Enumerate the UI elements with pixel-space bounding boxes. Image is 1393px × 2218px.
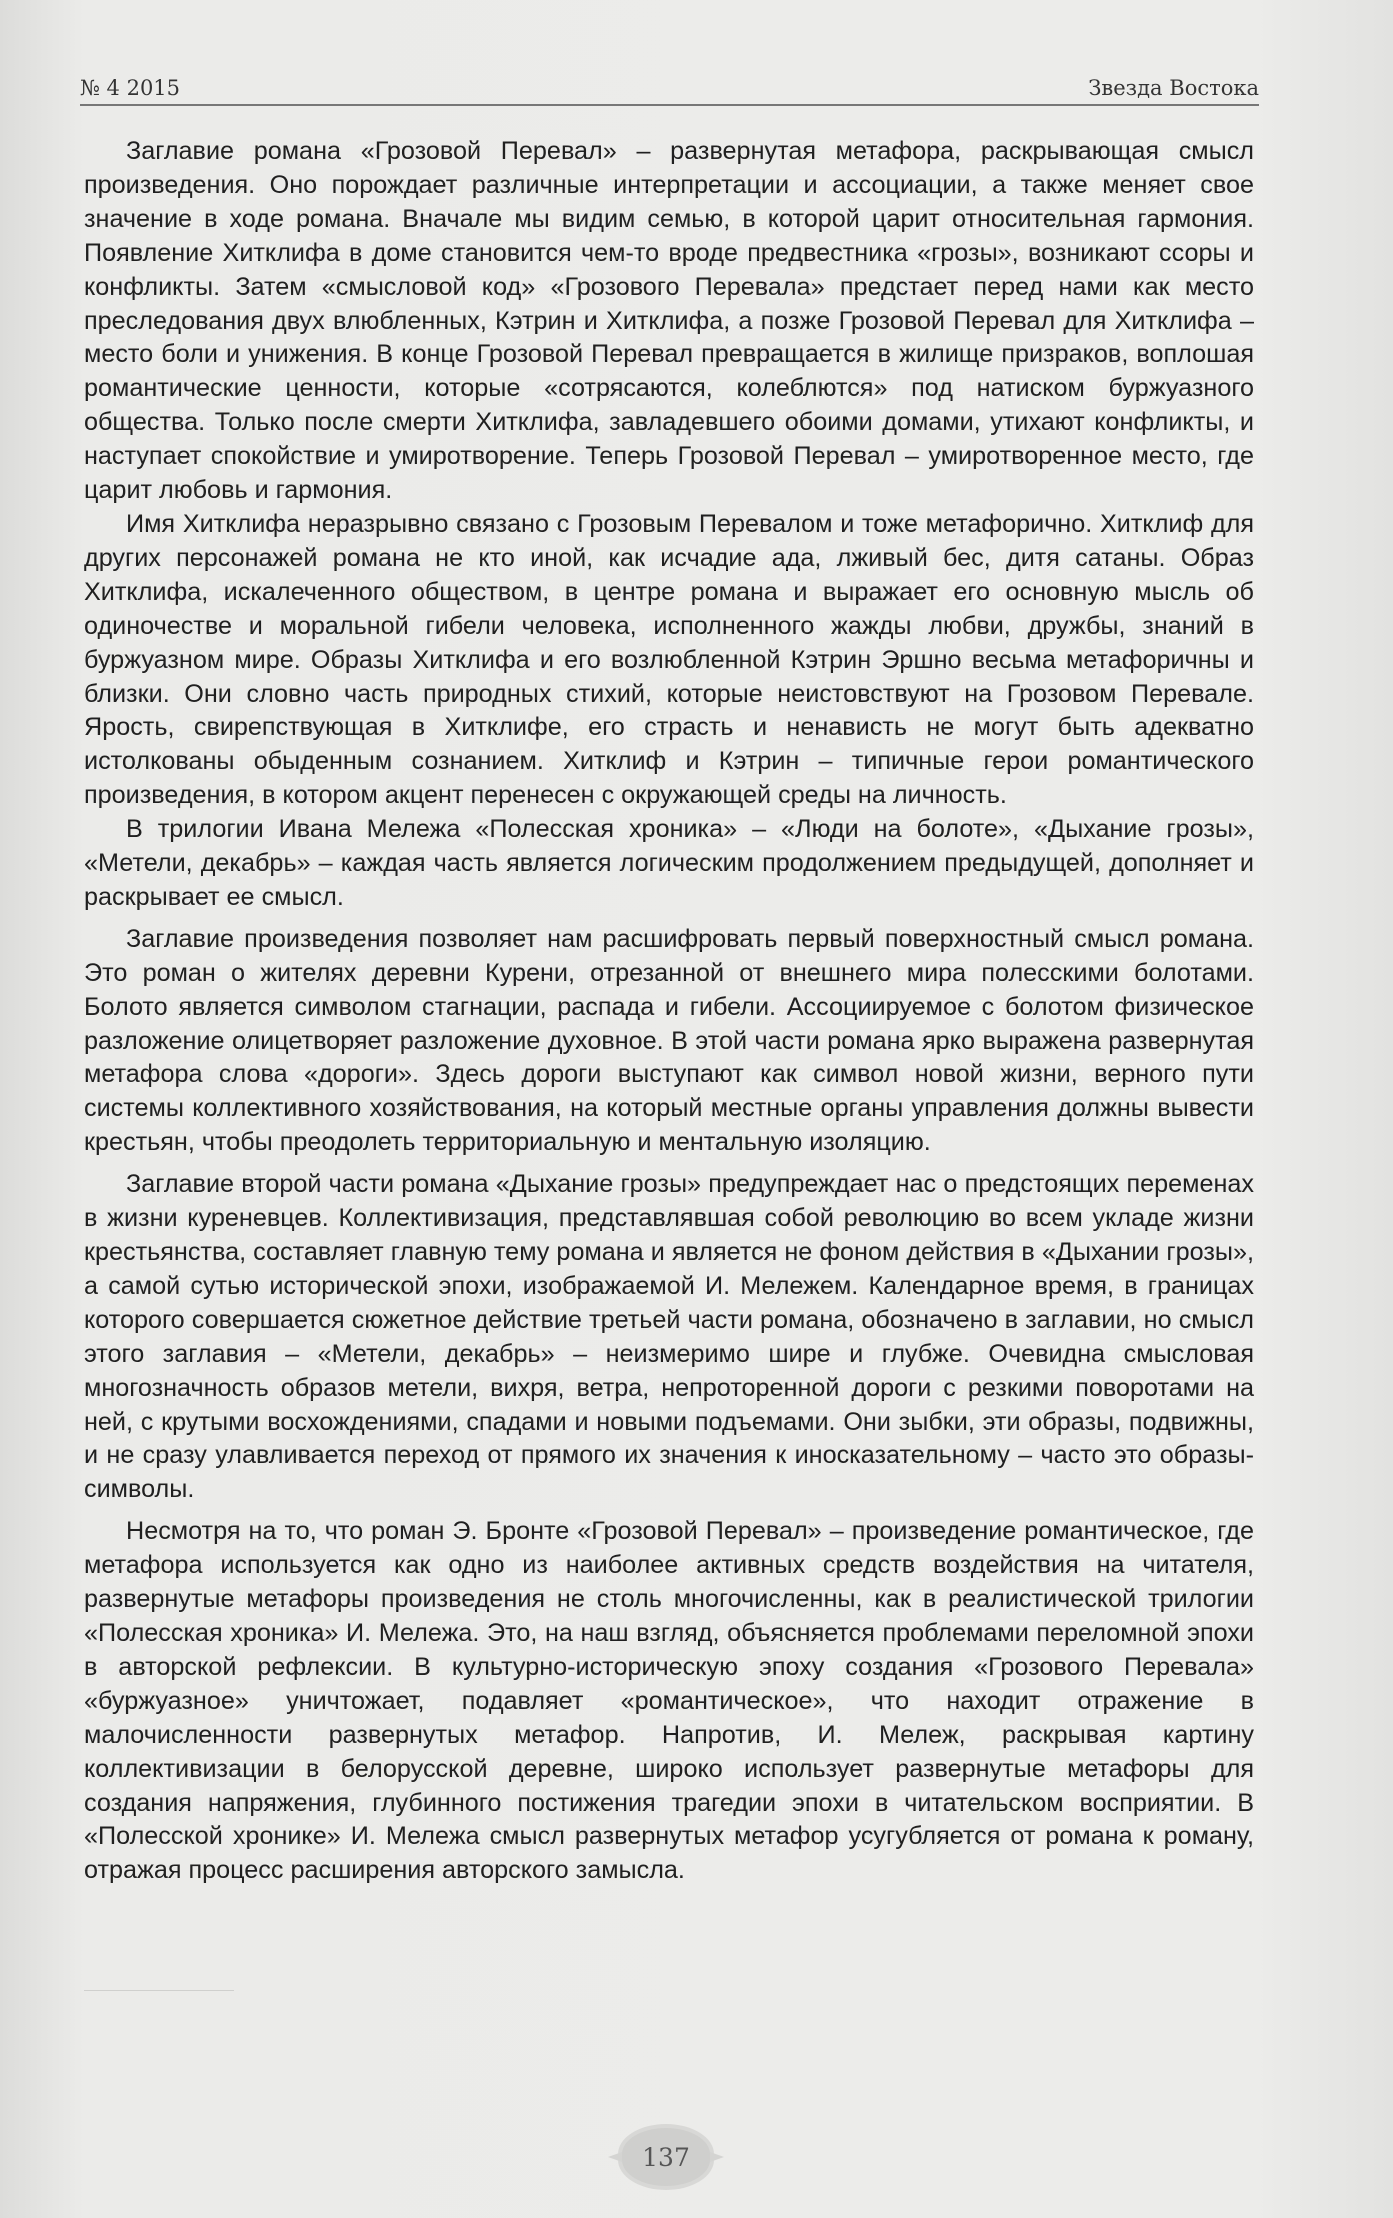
footnote-divider: [84, 1990, 234, 1991]
page-number: 137: [622, 2128, 710, 2186]
paragraph: В трилогии Ивана Мележа «Полесская хроника» – «Люди на болоте», «Дыхание грозы», «Метели, декабрь» – каждая часть является логическим продолжением предыдущей, дополняет и раскрывает ее смысл.: [84, 815, 1254, 911]
journal-title: Звезда Востока: [1088, 76, 1259, 100]
paragraph: Несмотря на то, что роман Э. Бронте «Грозовой Перевал» – произведение романтическое, где метафора используется как одно из наиболее активных средств воздействия на читателя, развернутые метафоры произведения не столь многочисленны, как в реалистической трилогии «Полесская хроника» И. Мележа. Это, на наш взгляд, объясняется проблемами переломной эпохи в авторской рефлексии. В культурно-историческую эпоху создания «Грозового Перевала» «буржуазное» уничтожает, подавляет «романтическое», что находит отражение в малочисленности развернутых метафор. Напротив, И. Мележ, раскрывая картину коллективизации в белорусской деревне, широко использует развернутые метафоры для создания напряжения, глубинного постижения трагедии эпохи в читательском восприятии. В «Полесской хронике» И. Мележа смысл развернутых метафор усугубляется от романа к роману, отражая процесс расширения авторского замысла.: [84, 1517, 1254, 1885]
paragraph: Заглавие романа «Грозовой Перевал» – развернутая метафора, раскрывающая смысл произведения. Оно порождает различные интерпретации и ассоциации, а также меняет свое значение в ходе романа. Вначале мы видим семью, в которой царит относительная гармония. Появление Хитклифа в доме становится чем-то вроде предвестника «грозы», возникают ссоры и конфликты. Затем «смысловой код» «Грозового Перевала» предстает перед нами как место преследования двух влюбленных, Кэтрин и Хитклифа, а позже Грозовой Перевал для Хитклифа – место боли и унижения. В конце Грозовой Перевал превращается в жилище призраков, воплошая романтические ценности, которые «сотрясаются, колеблются» под натиском буржуазного общества. Только после смерти Хитклифа, завладевшего обоими домами, утихают конфликты, и наступает спокойствие и умиротворение. Теперь Грозовой Перевал – умиротворенное место, где царит любовь и гармония.: [84, 137, 1254, 505]
issue-number: № 4 2015: [80, 76, 181, 100]
paragraph: Заглавие второй части романа «Дыхание грозы» предупреждает нас о предстоящих переменах в жизни куреневцев. Коллективизация, представлявшая собой революцию во всем укладе жизни крестьянства, составляет главную тему романа и является не фоном действия в «Дыхании грозы», а самой сутью исторической эпохи, изображаемой И. Мележем. Календарное время, в границах которого совершается сюжетное действие третьей части романа, обозначено в заглавии, но смысл этого заглавия – «Метели, декабрь» – неизмеримо шире и глубже. Очевидна смысловая многозначность образов метели, вихря, ветра, непроторенной дороги с резкими поворотами на ней, с крутыми восхождениями, спадами и новыми подъемами. Они зыбки, эти образы, подвижны, и не сразу улавливается переход от прямого их значения к иносказательному – часто это образы-символы.: [84, 1170, 1254, 1504]
article-body: [84, 135, 1254, 1888]
header-divider: [80, 104, 1259, 106]
running-header: [80, 60, 1259, 100]
paragraph: Имя Хитклифа неразрывно связано с Грозовым Перевалом и тоже метафорично. Хитклиф для других персонажей романа не кто иной, как исчадие ада, лживый бес, дитя сатаны. Образ Хитклифа, искалеченного обществом, в центре романа и выражает его основную мысль об одиночестве и моральной гибели человека, исполненного жажды любви, дружбы, знаний в буржуазном мире. Образы Хитклифа и его возлюбленной Кэтрин Эршно весьма метафоричны и близки. Они словно часть природных стихий, которые неистовствуют на Грозовом Перевале. Ярость, свирепствующая в Хитклифе, его страсть и ненависть не могут быть адекватно истолкованы обыденным сознанием. Хитклиф и Кэтрин – типичные герои романтического произведения, в котором акцент перенесен с окружающей среды на личность.: [84, 509, 1254, 810]
paragraph: Заглавие произведения позволяет нам расшифровать первый поверхностный смысл романа. Это роман о жителях деревни Курени, отрезанной от внешнего мира полесскими болотами. Болото является символом стагнации, распада и гибели. Ассоциируемое с болотом физическое разложение олицетворяет разложение духовное. В этой части романа ярко выражена развернутая метафора слова «дороги». Здесь дороги выступают как символ новой жизни, верного пути системы коллективного хозяйствования, на который местные органы управления должны вывести крестьян, чтобы преодолеть территориальную и ментальную изоляцию.: [84, 924, 1254, 1157]
